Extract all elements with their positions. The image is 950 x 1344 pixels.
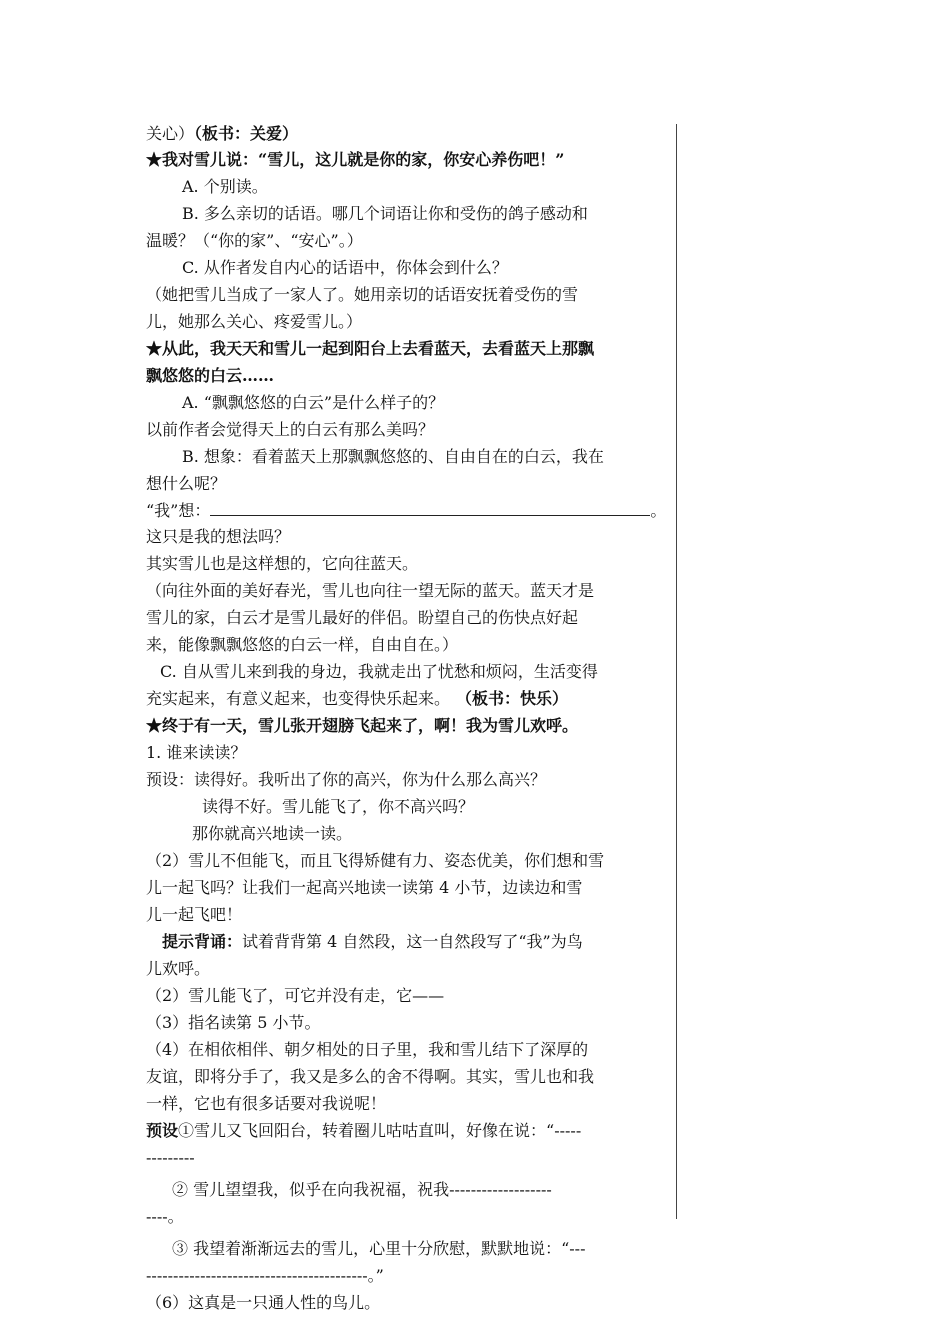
line-2b: （2）雪儿能飞了，可它并没有走，它—— xyxy=(146,986,445,1005)
line-b-2: B. 想象：看着蓝天上那飘飘悠悠的、自由自在的白云，我在 xyxy=(182,447,604,466)
answer-blank[interactable] xyxy=(210,498,650,516)
line-3: （3）指名读第 5 小节。 xyxy=(146,1013,321,1032)
line-4-end: 一样，它也有很多话要对我说呢！ xyxy=(146,1094,387,1113)
line-preset-a-blank: --------- xyxy=(146,1148,195,1167)
line-star-2-cont: 飘悠悠的白云…… xyxy=(146,366,275,385)
line-note-2: （向往外面的美好春光，雪儿也向往一望无际的蓝天。蓝天才是 xyxy=(146,581,595,600)
line-b-cont: 温暖？（“你的家”、“安心”。） xyxy=(146,231,363,250)
line-preset-c: ③ 我望着渐渐远去的雪儿，心里十分欣慰，默默地说：“--- xyxy=(172,1239,586,1258)
line-2-end: 儿一起飞吧！ xyxy=(146,905,243,924)
line-2-cont: 儿一起飞吗？让我们一起高兴地读一读第 4 小节，边读边和雪 xyxy=(146,878,583,897)
line-fill-blank: “我”想： 。 xyxy=(146,498,666,522)
line-preset-b: ② 雪儿望望我，似乎在向我祝福，祝我------------------- xyxy=(172,1180,552,1199)
line-b: B. 多么亲切的话语。哪几个词语让你和受伤的鸽子感动和 xyxy=(182,204,588,223)
line-preset-1: 预设：读得好。我听出了你的高兴，你为什么那么高兴？ xyxy=(146,770,547,789)
line-2: （2）雪儿不但能飞，而且飞得矫健有力、姿态优美，你们想和雪 xyxy=(146,851,605,870)
line-a: A. 个别读。 xyxy=(182,177,268,196)
line-c-2: C. 自从雪儿来到我的身边，我就走出了忧愁和烦闷，生活变得 xyxy=(160,662,598,681)
line-recite: 提示背诵：试着背背第 4 自然段，这一自然段写了“我”为鸟 xyxy=(162,932,583,951)
line-4: （4）在相依相伴、朝夕相处的日子里，我和雪儿结下了深厚的 xyxy=(146,1040,589,1059)
line-a-2: A. “飘飘悠悠的白云”是什么样子的？ xyxy=(182,393,445,412)
line-preset-c-blank: -----------------------------------------。” xyxy=(146,1266,384,1285)
line-preset-b-blank: ----。 xyxy=(146,1207,184,1226)
line-6: （6）这真是一只通人性的鸟儿。 xyxy=(146,1293,381,1312)
line-c: C. 从作者发自内心的话语中，你体会到什么？ xyxy=(182,258,508,277)
board-note: （板书：关爱） xyxy=(194,124,299,143)
line-preset-a: 预设①雪儿又飞回阳台，转着圈儿咕咕直叫，好像在说：“----- xyxy=(146,1121,582,1140)
line-note-1: （她把雪儿当成了一家人了。她用亲切的话语安抚着受伤的雪 xyxy=(146,285,579,304)
line-star-2: ★从此，我天天和雪儿一起到阳台上去看蓝天，去看蓝天上那飘 xyxy=(146,339,595,358)
line-preset-2: 读得不好。雪儿能飞了，你不高兴吗？ xyxy=(202,797,475,816)
line-thought: 这只是我的想法吗？ xyxy=(146,527,291,546)
column-divider xyxy=(676,124,677,1219)
line-1-read: 1. 谁来读读？ xyxy=(146,743,247,762)
line-star-1: ★我对雪儿说：“雪儿，这儿就是你的家，你安心养伤吧！” xyxy=(146,150,565,169)
line-c-2-cont: 充实起来，有意义起来，也变得快乐起来。 （板书：快乐） xyxy=(146,689,569,708)
line-note-1-cont: 儿，她那么关心、疼爱雪儿。） xyxy=(146,312,363,331)
board-note-2: （板书：快乐） xyxy=(464,689,569,708)
line-4-cont: 友谊，即将分手了，我又是多么的舍不得啊。其实，雪儿也和我 xyxy=(146,1067,595,1086)
line-note-2-cont: 雪儿的家，白云才是雪儿最好的伴侣。盼望自己的伤快点好起 xyxy=(146,608,579,627)
line-note-2-end: 来，能像飘飘悠悠的白云一样，自由自在。） xyxy=(146,635,459,654)
line-b-2-cont: 想什么呢？ xyxy=(146,474,227,493)
line-preset-3: 那你就高兴地读一读。 xyxy=(192,824,353,843)
line-question: 以前作者会觉得天上的白云有那么美吗？ xyxy=(146,420,435,439)
line-1: 关心）（板书：关爱） xyxy=(146,124,299,143)
line-thought-2: 其实雪儿也是这样想的，它向往蓝天。 xyxy=(146,554,419,573)
line-recite-cont: 儿欢呼。 xyxy=(146,959,211,978)
line-star-3: ★终于有一天，雪儿张开翅膀飞起来了，啊！我为雪儿欢呼。 xyxy=(146,716,579,735)
